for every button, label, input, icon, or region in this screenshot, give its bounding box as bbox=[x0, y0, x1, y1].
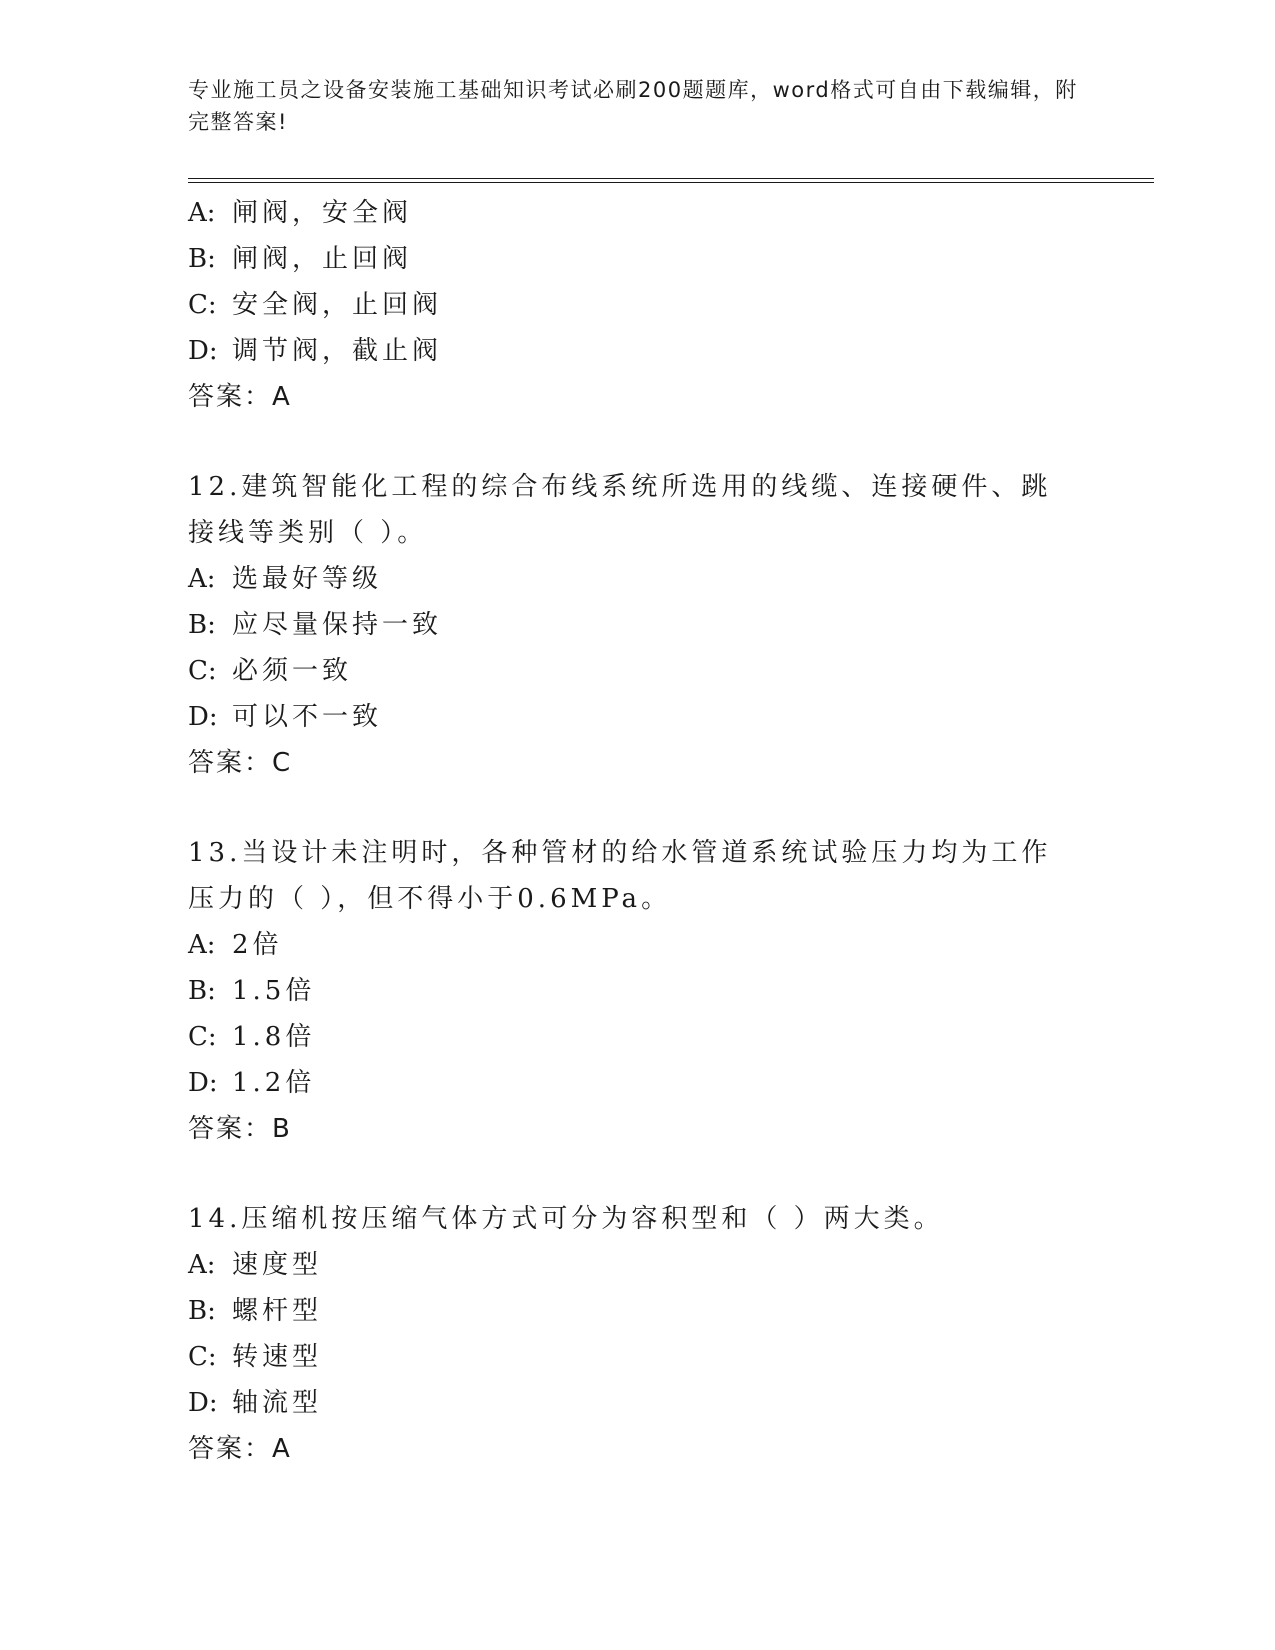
option-d bbox=[188, 1380, 1088, 1426]
option-letter: B: bbox=[188, 1296, 216, 1326]
option-text: 调节阀，截止阀 bbox=[232, 336, 443, 366]
question-13 bbox=[188, 830, 1088, 1152]
option-text: 闸阀，止回阀 bbox=[232, 244, 413, 274]
option-a bbox=[188, 556, 1088, 602]
question-14 bbox=[188, 1196, 1088, 1472]
option-text: 速度型 bbox=[232, 1250, 323, 1280]
option-letter: D: bbox=[188, 336, 218, 366]
option-text: 安全阀，止回阀 bbox=[232, 290, 443, 320]
option-text: 螺杆型 bbox=[232, 1296, 323, 1326]
option-letter: A: bbox=[188, 198, 216, 228]
option-text: 轴流型 bbox=[232, 1388, 323, 1418]
option-b bbox=[188, 602, 1088, 648]
option-c bbox=[188, 648, 1088, 694]
option-d bbox=[188, 328, 1088, 374]
option-text: 1.8倍 bbox=[232, 1022, 316, 1052]
option-letter: B: bbox=[188, 610, 216, 640]
page-header: 专业施工员之设备安装施工基础知识考试必刷200题题库，word格式可自由下载编辑，附完整答案! bbox=[188, 78, 1078, 134]
option-text: 必须一致 bbox=[232, 656, 353, 686]
option-c bbox=[188, 282, 1088, 328]
option-letter: B: bbox=[188, 244, 216, 274]
option-letter: D: bbox=[188, 702, 218, 732]
option-text: 选最好等级 bbox=[232, 564, 383, 594]
question-12 bbox=[188, 464, 1088, 786]
spacer bbox=[188, 1152, 1088, 1196]
option-text: 可以不一致 bbox=[232, 702, 383, 732]
option-c bbox=[188, 1334, 1088, 1380]
option-letter: A: bbox=[188, 930, 216, 960]
answer-line: 答案：B bbox=[188, 1114, 292, 1144]
option-c bbox=[188, 1014, 1088, 1060]
option-letter: A: bbox=[188, 1250, 216, 1280]
option-letter: C: bbox=[188, 290, 217, 320]
spacer bbox=[188, 420, 1088, 464]
spacer bbox=[188, 786, 1088, 830]
option-letter: D: bbox=[188, 1388, 218, 1418]
option-letter: C: bbox=[188, 1022, 217, 1052]
question-stem: 12.建筑智能化工程的综合布线系统所选用的线缆、连接硬件、跳接线等类别（ ）。 bbox=[188, 472, 1052, 548]
header-divider bbox=[188, 178, 1154, 183]
option-b bbox=[188, 236, 1088, 282]
option-text: 转速型 bbox=[232, 1342, 323, 1372]
answer-line: 答案：A bbox=[188, 1434, 292, 1464]
option-b bbox=[188, 1288, 1088, 1334]
option-a bbox=[188, 922, 1088, 968]
option-b bbox=[188, 968, 1088, 1014]
option-letter: C: bbox=[188, 656, 217, 686]
option-d bbox=[188, 694, 1088, 740]
option-a bbox=[188, 1242, 1088, 1288]
option-text: 1.2倍 bbox=[232, 1068, 316, 1098]
previous-question-block bbox=[188, 190, 1088, 420]
option-letter: D: bbox=[188, 1068, 218, 1098]
option-letter: B: bbox=[188, 976, 216, 1006]
option-a bbox=[188, 190, 1088, 236]
answer-line: 答案：C bbox=[188, 748, 293, 778]
question-stem: 13.当设计未注明时，各种管材的给水管道系统试验压力均为工作压力的（ ），但不得小于0.6MPa。 bbox=[188, 838, 1052, 914]
option-text: 闸阀，安全阀 bbox=[232, 198, 413, 228]
option-letter: A: bbox=[188, 564, 216, 594]
option-d bbox=[188, 1060, 1088, 1106]
answer-line: 答案：A bbox=[188, 382, 292, 412]
option-text: 1.5倍 bbox=[232, 976, 316, 1006]
option-text: 2倍 bbox=[232, 930, 283, 960]
option-letter: C: bbox=[188, 1342, 217, 1372]
document-body bbox=[188, 190, 1088, 1472]
question-stem: 14.压缩机按压缩气体方式可分为容积型和（ ）两大类。 bbox=[188, 1204, 944, 1234]
option-text: 应尽量保持一致 bbox=[232, 610, 443, 640]
